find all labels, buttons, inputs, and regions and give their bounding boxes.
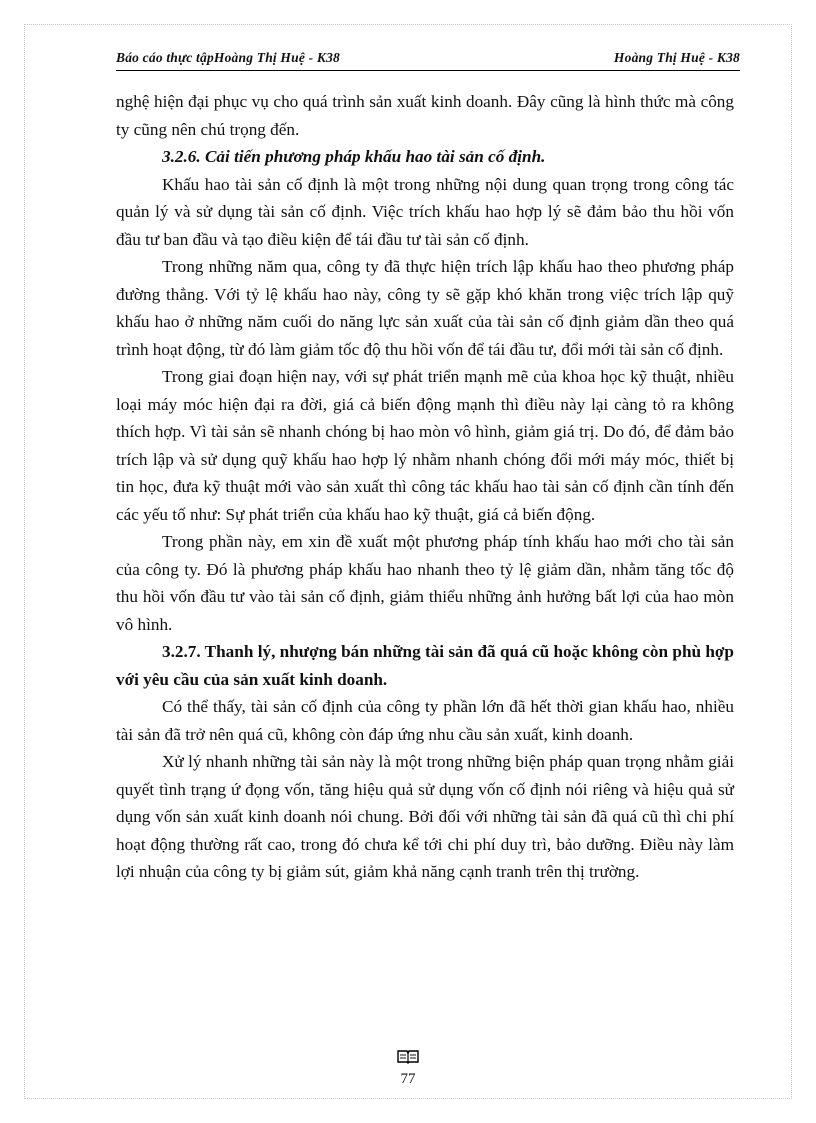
document-body bbox=[116, 88, 734, 886]
page-footer bbox=[0, 1048, 816, 1088]
header-right-text: Hoàng Thị Huệ - K38 bbox=[613, 50, 740, 65]
paragraph: Xử lý nhanh những tài sản này là một trong những biện pháp quan trọng nhằm giải quyết tình trạng ứ đọng vốn, tăng hiệu quả sử dụng vốn cố định nói riêng và hiệu quả sử dụng vốn sản xuất kinh doanh nói chung. Bởi đối với những tài sản đã quá cũ thì chi phí hoạt động thường rất cao, trong đó chưa kể tới chi phí duy trì, bảo dưỡng. Điều này làm lợi nhuận của công ty bị giảm sút, giảm khả năng cạnh tranh trên thị trường. bbox=[116, 752, 734, 881]
section-heading-3-2-6: 3.2.6. Cải tiến phương pháp khấu hao tài sản cố định. bbox=[162, 147, 546, 166]
paragraph-continuation: nghệ hiện đại phục vụ cho quá trình sản xuất kinh doanh. Đây cũng là hình thức mà công ty cũng nên chú trọng đến. bbox=[116, 92, 734, 139]
paragraph: Trong phần này, em xin đề xuất một phương pháp tính khấu hao mới cho tài sản của công ty. Đó là phương pháp khấu hao nhanh theo tỷ lệ giảm dần, nhằm tăng tốc độ thu hồi vốn đầu tư vào tài sản cố định, giảm thiểu những ảnh hưởng bất lợi của hao mòn vô hình. bbox=[116, 532, 734, 634]
paragraph: Khấu hao tài sản cố định là một trong những nội dung quan trọng trong công tác quản lý và sử dụng tài sản cố định. Việc trích khấu hao hợp lý sẽ đảm bảo thu hồi vốn đầu tư ban đầu và tạo điều kiện để tái đầu tư tài sản cố định. bbox=[116, 174, 734, 249]
book-icon bbox=[397, 1048, 419, 1064]
page-header bbox=[116, 50, 740, 71]
page-number: 77 bbox=[400, 1071, 416, 1087]
section-heading-3-2-7: 3.2.7. Thanh lý, nhượng bán những tài sản đã quá cũ hoặc không còn phù hợp với yêu cầu của sản xuất kinh doanh. bbox=[116, 642, 734, 689]
header-left-text: Báo cáo thực tậpHoàng Thị Huệ - K38 bbox=[116, 50, 340, 65]
paragraph: Có thể thấy, tài sản cố định của công ty phần lớn đã hết thời gian khấu hao, nhiều tài sản đã trở nên quá cũ, không còn đáp ứng nhu cầu sản xuất, kinh doanh. bbox=[116, 697, 734, 744]
paragraph: Trong giai đoạn hiện nay, với sự phát triển mạnh mẽ của khoa học kỹ thuật, nhiều loại máy móc hiện đại ra đời, giá cả biến động mạnh thì điều này lại càng tỏ ra không thích hợp. Vì tài sản sẽ nhanh chóng bị hao mòn vô hình, giảm giá trị. Do đó, để đảm bảo trích lập và sử dụng quỹ khấu hao hợp lý nhằm nhanh chóng đổi mới máy móc, thiết bị tin học, đưa kỹ thuật mới vào sản xuất thì công tác khấu hao tài sản cố định cần tính đến các yếu tố như: Sự phát triển của khấu hao kỹ thuật, giá cả biến động. bbox=[116, 367, 734, 524]
paragraph: Trong những năm qua, công ty đã thực hiện trích lập khấu hao theo phương pháp đường thẳng. Với tỷ lệ khấu hao này, công ty sẽ gặp khó khăn trong việc trích lập quỹ khấu hao ở những năm cuối do năng lực sản xuất của tài sản cố định giảm dần theo quá trình hoạt động, từ đó làm giảm tốc độ thu hồi vốn để tái đầu tư, đổi mới tài sản cố định. bbox=[116, 257, 734, 359]
